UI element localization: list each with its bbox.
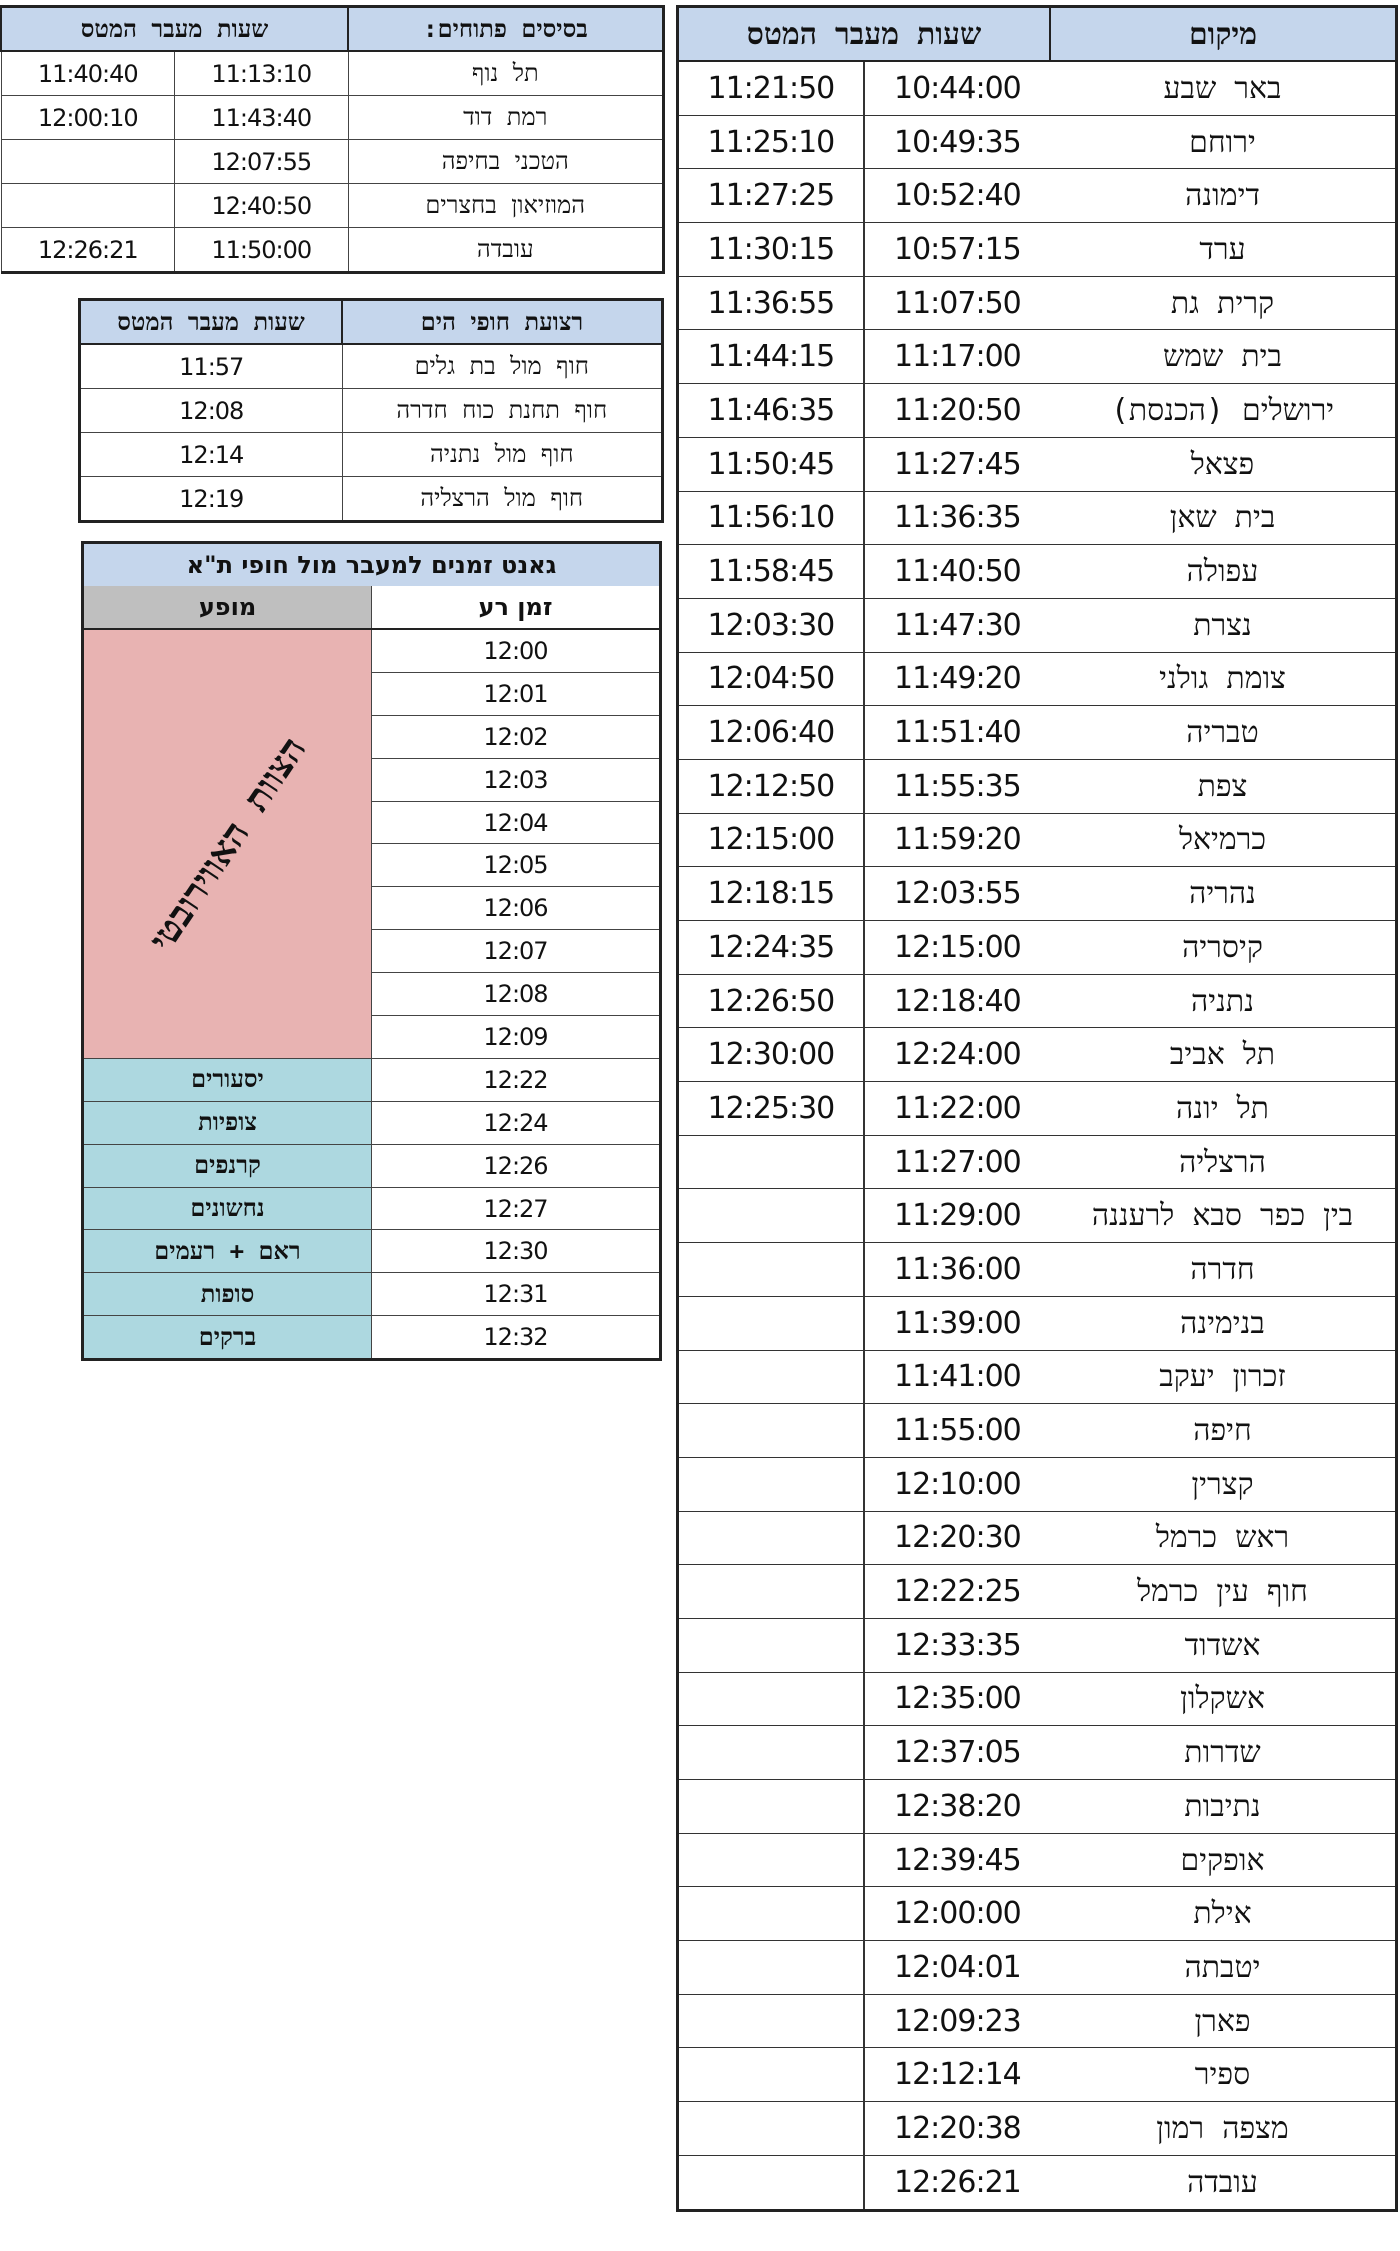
location-cell: המוזיאון בחצרים	[348, 184, 664, 228]
time-cell: 12:01	[372, 672, 661, 715]
time-cell: 12:03	[372, 758, 661, 801]
location-cell: מצפה רמון	[1050, 2102, 1397, 2156]
time-cell: 11:25:10	[678, 115, 864, 169]
table-row	[678, 545, 1397, 599]
location-cell: נהריה	[1050, 867, 1397, 921]
time-cell: 12:37:05	[864, 1726, 1050, 1780]
time-cell: 12:22:25	[864, 1565, 1050, 1619]
time-cell	[678, 2048, 864, 2102]
table-row	[1, 140, 664, 184]
time-cell: 11:36:00	[864, 1243, 1050, 1297]
table-row	[678, 1941, 1397, 1995]
time-cell: 12:02	[372, 715, 661, 758]
table-row	[678, 1028, 1397, 1082]
table-row	[1, 96, 664, 140]
time-cell: 11:36:35	[864, 491, 1050, 545]
header-times: שעות מעבר המטס	[678, 7, 1051, 62]
time-cell: 12:30	[372, 1230, 661, 1273]
location-cell: עובדה	[1050, 2155, 1397, 2210]
time-cell: 12:19	[80, 477, 343, 522]
time-cell: 10:57:15	[864, 223, 1050, 277]
location-cell: בית שמש	[1050, 330, 1397, 384]
time-cell: 11:55:35	[864, 759, 1050, 813]
location-cell: קיסריה	[1050, 921, 1397, 975]
table-row	[678, 974, 1397, 1028]
location-cell: שדרות	[1050, 1726, 1397, 1780]
location-cell: בנימינה	[1050, 1296, 1397, 1350]
time-cell: 12:14	[80, 433, 343, 477]
sea-coast-table	[78, 298, 664, 523]
time-cell	[1, 184, 175, 228]
time-cell: 12:07	[372, 930, 661, 973]
time-cell: 11:21:50	[678, 61, 864, 115]
location-cell: אשדוד	[1050, 1618, 1397, 1672]
time-cell: 12:26:21	[864, 2155, 1050, 2210]
table-row	[678, 330, 1397, 384]
location-cell: חוף מול נתניה	[342, 433, 663, 477]
time-cell: 12:24:35	[678, 921, 864, 975]
header-coast-times: שעות מעבר המטס	[80, 300, 343, 345]
time-cell: 11:46:35	[678, 384, 864, 438]
location-cell: הרצליה	[1050, 1135, 1397, 1189]
time-cell: 12:10:00	[864, 1457, 1050, 1511]
time-cell: 12:03:55	[864, 867, 1050, 921]
time-cell: 10:44:00	[864, 61, 1050, 115]
table-row	[80, 389, 663, 433]
table-row	[678, 2048, 1397, 2102]
time-cell: 11:17:00	[864, 330, 1050, 384]
table-row	[678, 1618, 1397, 1672]
time-cell: 12:08	[80, 389, 343, 433]
table-row	[83, 1230, 661, 1273]
time-cell: 12:04:01	[864, 1941, 1050, 1995]
table-row	[678, 1833, 1397, 1887]
table-row	[678, 2155, 1397, 2210]
time-cell: 11:49:20	[864, 652, 1050, 706]
location-cell: יטבתה	[1050, 1941, 1397, 1995]
time-cell	[678, 1350, 864, 1404]
time-cell: 12:12:14	[864, 2048, 1050, 2102]
table-row	[80, 344, 663, 389]
time-cell	[678, 1457, 864, 1511]
time-cell	[678, 1726, 864, 1780]
table-row	[678, 867, 1397, 921]
location-cell: זכרון יעקב	[1050, 1350, 1397, 1404]
location-cell: חוף תחנת כוח חדרה	[342, 389, 663, 433]
time-cell: 11:59:20	[864, 813, 1050, 867]
time-cell: 12:24	[372, 1101, 661, 1144]
time-cell: 12:04:50	[678, 652, 864, 706]
time-cell	[678, 1941, 864, 1995]
table-row	[1, 228, 664, 273]
table-row	[678, 598, 1397, 652]
time-cell: 11:22:00	[864, 1082, 1050, 1136]
table-row	[678, 1404, 1397, 1458]
time-cell	[678, 1404, 864, 1458]
table-row	[678, 1565, 1397, 1619]
location-cell: ירושלים (הכנסת)	[1050, 384, 1397, 438]
location-cell: אילת	[1050, 1887, 1397, 1941]
time-cell: 12:08	[372, 973, 661, 1016]
location-cell: כרמיאל	[1050, 813, 1397, 867]
time-cell: 11:39:00	[864, 1296, 1050, 1350]
table-row	[83, 1316, 661, 1360]
location-cell: חיפה	[1050, 1404, 1397, 1458]
header-bases: בסיסים פתוחים:	[348, 7, 664, 52]
time-cell: 12:20:30	[864, 1511, 1050, 1565]
location-cell: עפולה	[1050, 545, 1397, 599]
table-row	[678, 2102, 1397, 2156]
show-cell: קרנפים	[83, 1144, 372, 1187]
time-cell: 12:09	[372, 1016, 661, 1059]
time-cell: 11:50:45	[678, 437, 864, 491]
gantt-title: גאנט זמנים למעבר מול חופי ת"א	[186, 551, 557, 579]
main-table-header	[678, 7, 1397, 62]
location-cell: ירוחם	[1050, 115, 1397, 169]
location-cell: תל יונה	[1050, 1082, 1397, 1136]
table-row	[678, 491, 1397, 545]
table-row	[678, 1189, 1397, 1243]
time-cell	[678, 1135, 864, 1189]
table-row	[678, 1726, 1397, 1780]
time-cell: 11:27:45	[864, 437, 1050, 491]
time-cell	[678, 1511, 864, 1565]
location-cell: עובדה	[348, 228, 664, 273]
time-cell: 12:26:50	[678, 974, 864, 1028]
location-cell: פארן	[1050, 1994, 1397, 2048]
table-row	[678, 1511, 1397, 1565]
header-gantt-show: מופע	[83, 586, 372, 629]
time-cell: 11:58:45	[678, 545, 864, 599]
time-cell: 12:05	[372, 844, 661, 887]
time-cell: 12:33:35	[864, 1618, 1050, 1672]
time-cell: 12:00:10	[1, 96, 175, 140]
table-row	[678, 1887, 1397, 1941]
table-row	[1, 51, 664, 96]
time-cell: 11:36:55	[678, 276, 864, 330]
table-row	[83, 1058, 661, 1101]
time-cell: 11:56:10	[678, 491, 864, 545]
time-cell: 12:30:00	[678, 1028, 864, 1082]
location-cell: נצרת	[1050, 598, 1397, 652]
show-cell: יסעורים	[83, 1058, 372, 1101]
time-cell: 12:27	[372, 1187, 661, 1230]
coast-table-header	[80, 300, 663, 345]
header-bases-times: שעות מעבר המטס	[1, 7, 348, 52]
table-row	[678, 61, 1397, 115]
table-row	[678, 223, 1397, 277]
location-cell: צומת גולני	[1050, 652, 1397, 706]
time-cell	[678, 1189, 864, 1243]
time-cell	[678, 1565, 864, 1619]
table-row	[678, 1350, 1397, 1404]
bases-table-header	[1, 7, 664, 52]
location-cell: רמת דוד	[348, 96, 664, 140]
time-cell: 12:06	[372, 887, 661, 930]
location-cell: בין כפר סבא לרעננה	[1050, 1189, 1397, 1243]
location-cell: פצאל	[1050, 437, 1397, 491]
time-cell	[678, 1296, 864, 1350]
time-cell: 12:12:50	[678, 759, 864, 813]
time-cell: 12:04	[372, 801, 661, 844]
location-cell: נתיבות	[1050, 1780, 1397, 1834]
table-row	[678, 1082, 1397, 1136]
time-cell: 12:22	[372, 1058, 661, 1101]
location-cell: אשקלון	[1050, 1672, 1397, 1726]
time-cell: 11:43:40	[175, 96, 349, 140]
table-row	[83, 1187, 661, 1230]
time-cell: 12:26:21	[1, 228, 175, 273]
location-cell: טבריה	[1050, 706, 1397, 760]
table-row	[1, 184, 664, 228]
time-cell	[678, 2155, 864, 2210]
time-cell	[678, 1243, 864, 1297]
aerobatic-team-label: הצוות האווירובטי	[141, 729, 315, 959]
time-cell: 11:27:25	[678, 169, 864, 223]
table-row	[80, 433, 663, 477]
table-row	[678, 1135, 1397, 1189]
time-cell: 12:26	[372, 1144, 661, 1187]
time-cell: 11:44:15	[678, 330, 864, 384]
table-row	[678, 437, 1397, 491]
header-location: מיקום	[1050, 7, 1397, 62]
time-cell	[1, 140, 175, 184]
gantt-tel-aviv-table	[81, 541, 662, 1361]
location-cell: חוף מול הרצליה	[342, 477, 663, 522]
header-gantt-time: זמן רע	[372, 586, 661, 629]
location-cell: ראש כרמל	[1050, 1511, 1397, 1565]
time-cell: 11:41:00	[864, 1350, 1050, 1404]
time-cell: 12:24:00	[864, 1028, 1050, 1082]
time-cell: 11:40:40	[1, 51, 175, 96]
open-bases-table	[0, 5, 665, 274]
location-cell: אופקים	[1050, 1833, 1397, 1887]
location-cell: באר שבע	[1050, 61, 1397, 115]
time-cell: 10:49:35	[864, 115, 1050, 169]
time-cell: 11:50:00	[175, 228, 349, 273]
time-cell	[678, 1618, 864, 1672]
table-row	[678, 921, 1397, 975]
table-row	[678, 652, 1397, 706]
table-row	[83, 1101, 661, 1144]
time-cell	[678, 1887, 864, 1941]
table-row	[678, 1672, 1397, 1726]
time-cell: 12:35:00	[864, 1672, 1050, 1726]
table-row	[678, 706, 1397, 760]
time-cell: 11:51:40	[864, 706, 1050, 760]
location-cell: חדרה	[1050, 1243, 1397, 1297]
table-row	[678, 759, 1397, 813]
location-cell: חוף עין כרמל	[1050, 1565, 1397, 1619]
gantt-subheader-row	[83, 586, 661, 629]
location-cell: תל נוף	[348, 51, 664, 96]
show-cell: סופות	[83, 1273, 372, 1316]
time-cell	[678, 1833, 864, 1887]
table-row	[678, 169, 1397, 223]
time-cell: 11:13:10	[175, 51, 349, 96]
table-row	[678, 1780, 1397, 1834]
location-cell: דימונה	[1050, 169, 1397, 223]
time-cell: 11:30:15	[678, 223, 864, 277]
table-row	[83, 629, 661, 672]
table-row	[678, 1296, 1397, 1350]
time-cell: 12:39:45	[864, 1833, 1050, 1887]
time-cell: 12:03:30	[678, 598, 864, 652]
location-cell: נתניה	[1050, 974, 1397, 1028]
time-cell: 12:00:00	[864, 1887, 1050, 1941]
table-row	[678, 1994, 1397, 2048]
time-cell: 12:20:38	[864, 2102, 1050, 2156]
table-row	[80, 477, 663, 522]
time-cell: 12:38:20	[864, 1780, 1050, 1834]
time-cell: 12:06:40	[678, 706, 864, 760]
time-cell	[678, 1994, 864, 2048]
time-cell: 11:07:50	[864, 276, 1050, 330]
show-cell: נחשונים	[83, 1187, 372, 1230]
time-cell: 11:29:00	[864, 1189, 1050, 1243]
header-coast: רצועת חופי הים	[342, 300, 663, 345]
time-cell: 10:52:40	[864, 169, 1050, 223]
time-cell: 11:40:50	[864, 545, 1050, 599]
gantt-title-row	[83, 543, 661, 587]
time-cell: 11:55:00	[864, 1404, 1050, 1458]
location-cell: בית שאן	[1050, 491, 1397, 545]
table-row	[678, 384, 1397, 438]
time-cell	[678, 1780, 864, 1834]
table-row	[83, 1273, 661, 1316]
location-cell: צפת	[1050, 759, 1397, 813]
table-row	[83, 1144, 661, 1187]
table-row	[678, 1457, 1397, 1511]
location-cell: תל אביב	[1050, 1028, 1397, 1082]
table-row	[678, 115, 1397, 169]
time-cell: 12:32	[372, 1316, 661, 1360]
time-cell	[678, 1672, 864, 1726]
show-cell: ראם + רעמים	[83, 1230, 372, 1273]
time-cell	[678, 2102, 864, 2156]
time-cell: 11:47:30	[864, 598, 1050, 652]
time-cell: 12:31	[372, 1273, 661, 1316]
table-row	[678, 276, 1397, 330]
time-cell: 12:25:30	[678, 1082, 864, 1136]
time-cell: 12:07:55	[175, 140, 349, 184]
time-cell: 12:40:50	[175, 184, 349, 228]
location-cell: הטכני בחיפה	[348, 140, 664, 184]
time-cell: 11:27:00	[864, 1135, 1050, 1189]
show-cell: צופיות	[83, 1101, 372, 1144]
time-cell: 12:18:15	[678, 867, 864, 921]
show-cell: ברקים	[83, 1316, 372, 1360]
time-cell: 12:18:40	[864, 974, 1050, 1028]
table-row	[678, 1243, 1397, 1297]
time-cell: 12:00	[372, 629, 661, 672]
location-cell: חוף מול בת גלים	[342, 344, 663, 389]
time-cell: 11:20:50	[864, 384, 1050, 438]
time-cell: 12:15:00	[864, 921, 1050, 975]
time-cell: 12:09:23	[864, 1994, 1050, 2048]
aerobatic-team-cell	[83, 629, 372, 1058]
location-cell: קצרין	[1050, 1457, 1397, 1511]
location-cell: קרית גת	[1050, 276, 1397, 330]
flyover-times-table	[676, 5, 1398, 2212]
location-cell: ספיר	[1050, 2048, 1397, 2102]
location-cell: ערד	[1050, 223, 1397, 277]
time-cell: 11:57	[80, 344, 343, 389]
time-cell: 12:15:00	[678, 813, 864, 867]
table-row	[678, 813, 1397, 867]
